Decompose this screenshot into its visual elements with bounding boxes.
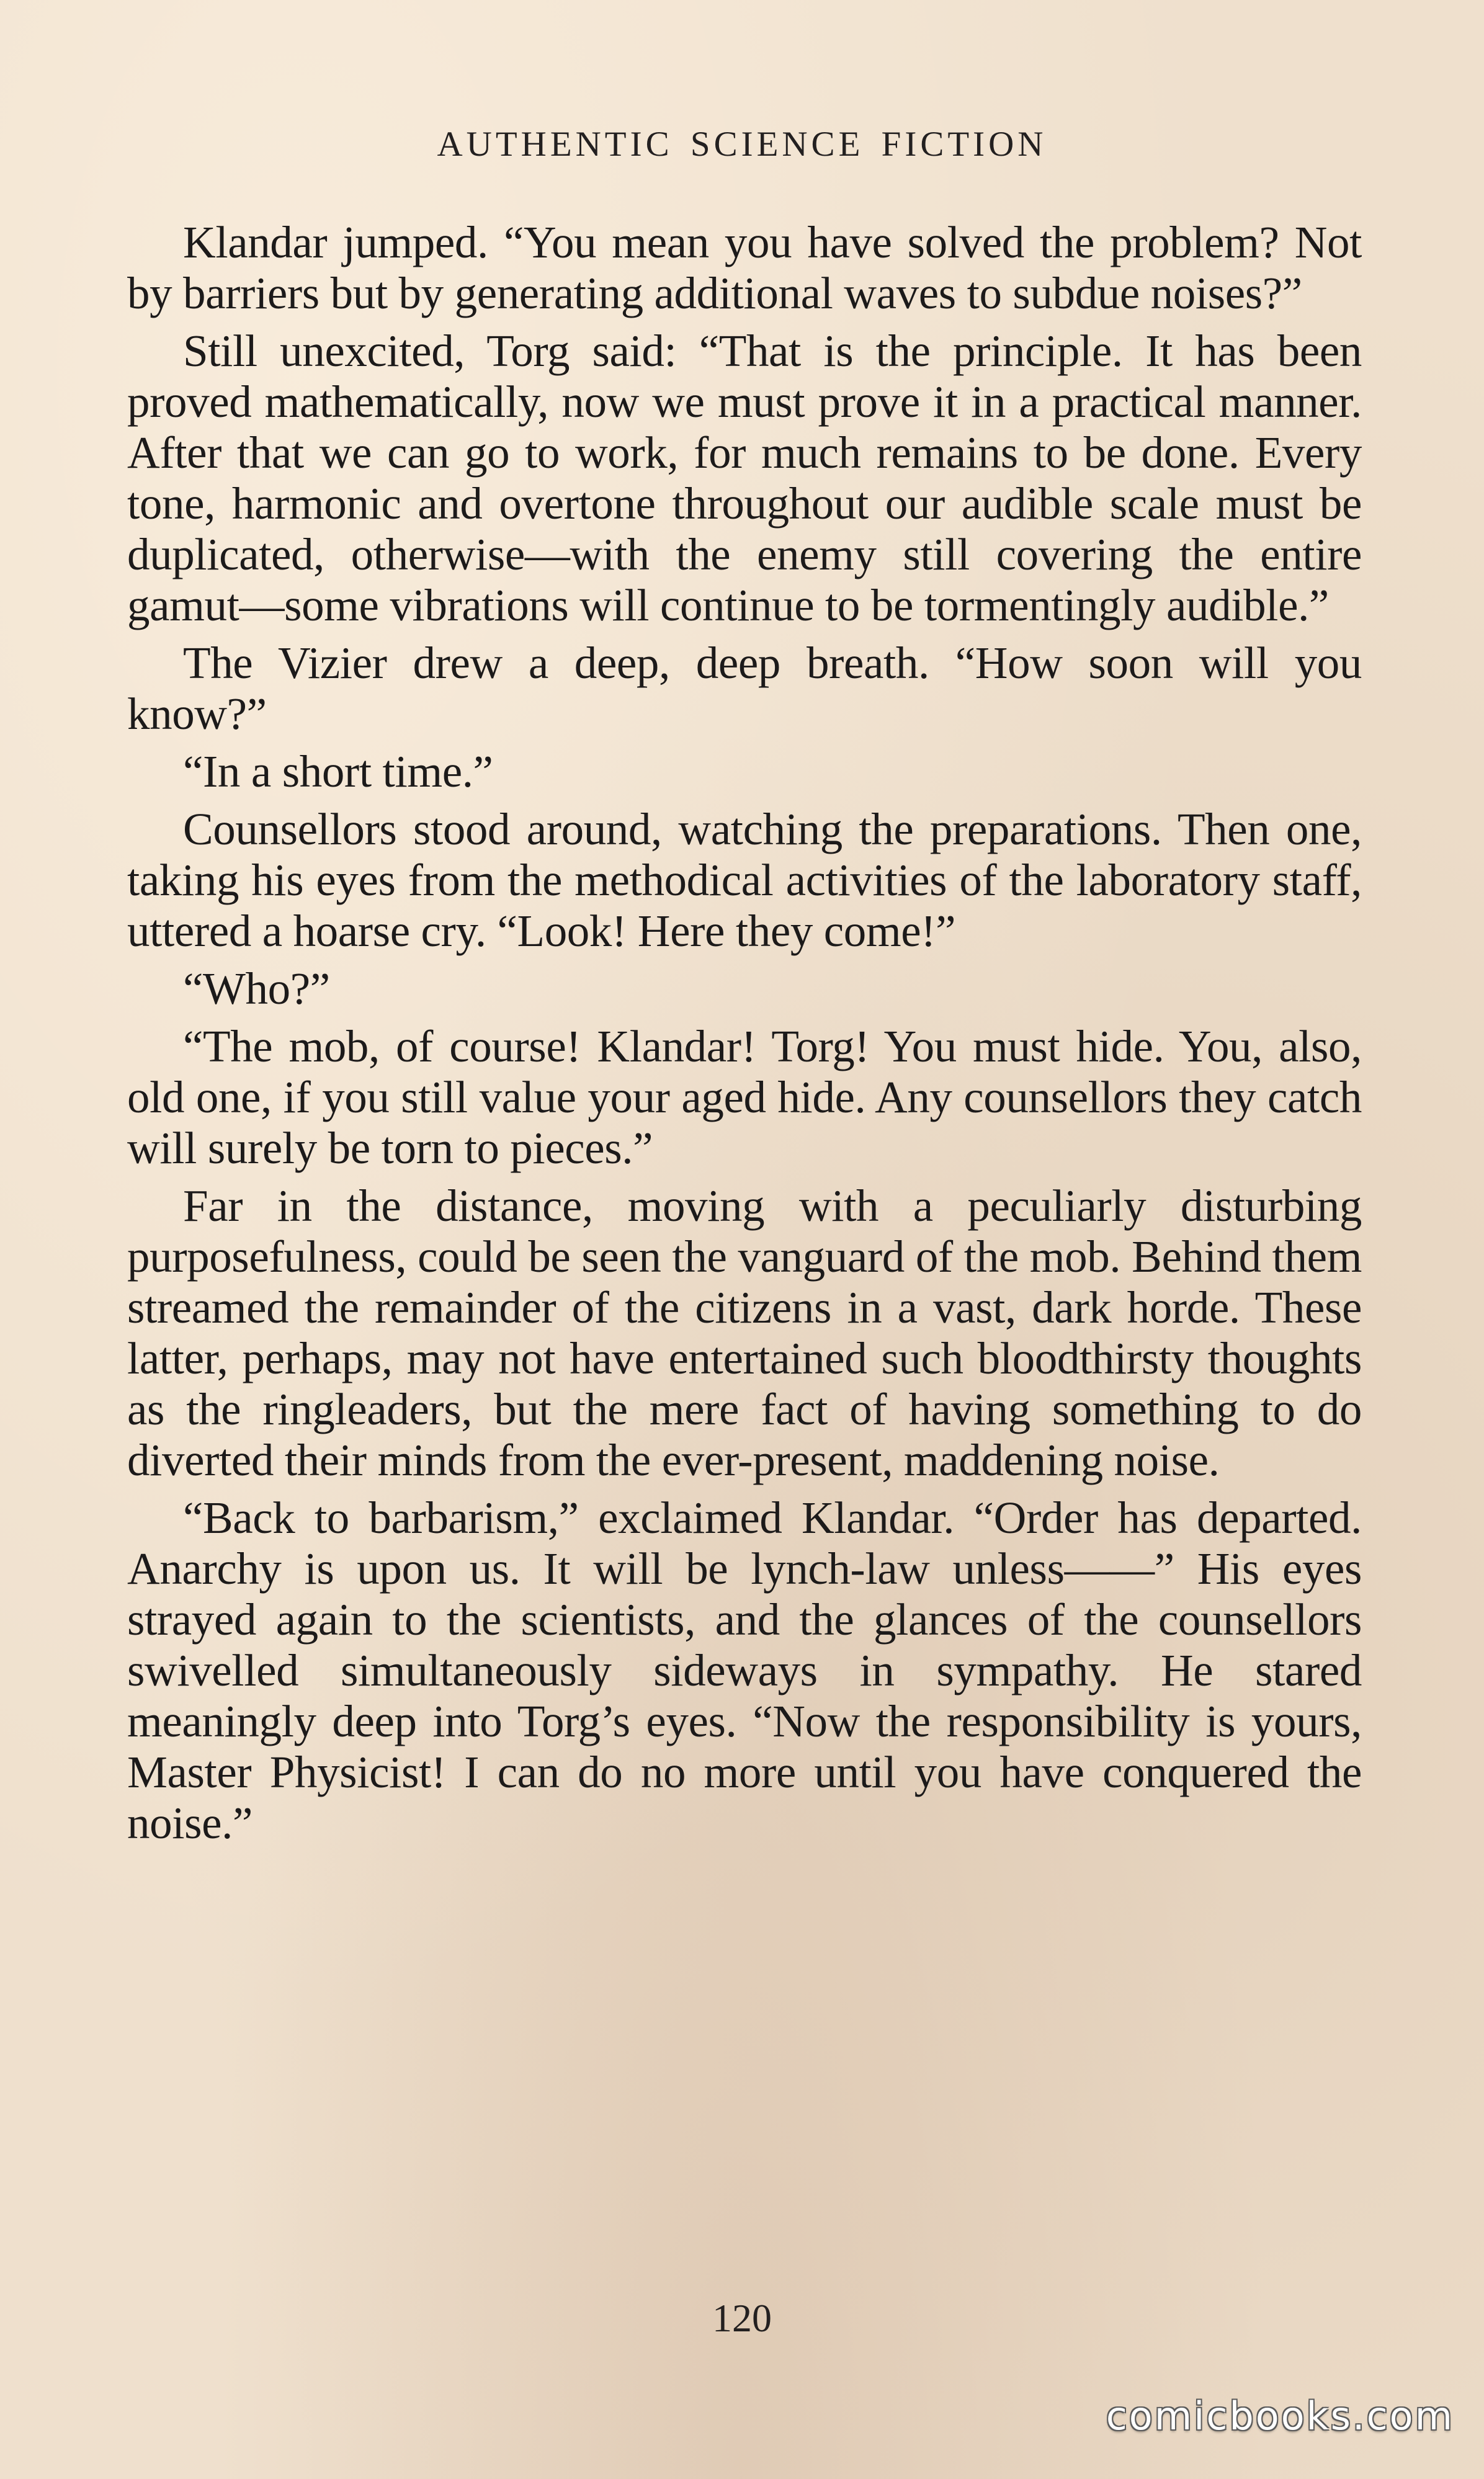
paragraph: Klandar jumped. “You mean you have solved the problem? Not by barriers but by generating additional waves to subdue noises?” — [127, 217, 1362, 318]
site-watermark: comicbooks.com — [1106, 2393, 1454, 2439]
paragraph: “Back to barbarism,” exclaimed Klandar. “Order has departed. Anarchy is upon us. It will be lynch-law unless——” His eyes strayed again to the scientists, and the glances of the counsellors swivelled simultaneously sideways in sympathy. He stared meaningly deep into Torg’s eyes. “Now the responsibility is yours, Master Physicist! I can do no more until you have conquered the noise.” — [127, 1493, 1362, 1848]
paragraph: “In a short time.” — [183, 746, 493, 797]
page-number: 120 — [712, 2296, 772, 2340]
running-head: AUTHENTIC SCIENCE FICTION — [437, 125, 1047, 164]
paragraph: The Vizier drew a deep, deep breath. “How soon will you know?” — [127, 638, 1362, 739]
paragraph: “Who?” — [183, 963, 330, 1014]
paragraph: Far in the distance, moving with a peculiarly disturbing purposefulness, could be seen the vanguard of the mob. Behind them streamed the remainder of the citizens in a vast, dark horde. These latter, perhaps, may not have entertained such bloodthirsty thoughts as the ringleaders, but the mere fact of having something to do diverted their minds from the ever-present, maddening noise. — [127, 1181, 1362, 1485]
paragraph: “The mob, of course! Klandar! Torg! You must hide. You, also, old one, if you still value your aged hide. Any counsellors they catch will surely be torn to pieces.” — [127, 1021, 1362, 1173]
body-text — [127, 217, 1362, 1856]
paragraph: Counsellors stood around, watching the preparations. Then one, taking his eyes from the methodical activities of the laboratory staff, uttered a hoarse cry. “Look! Here they come!” — [127, 804, 1362, 956]
paragraph: Still unexcited, Torg said: “That is the principle. It has been proved mathematically, now we must prove it in a practical manner. After that we can go to work, for much remains to be done. Every tone, harmonic and overtone throughout our audible scale must be duplicated, otherwise—with the enemy still covering the entire gamut—some vibrations will continue to be tormentingly audible.” — [127, 326, 1362, 630]
